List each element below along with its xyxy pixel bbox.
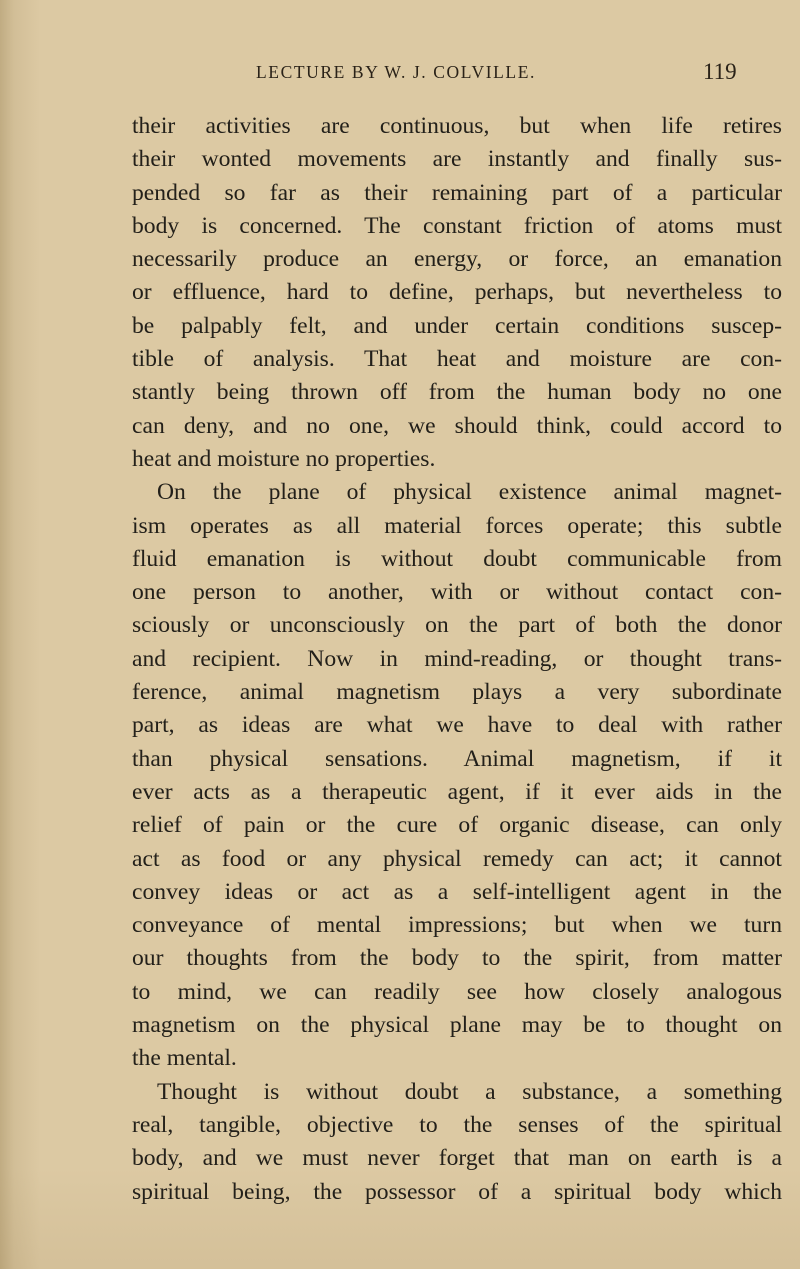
text-line: heat and moisture no properties. — [132, 445, 436, 472]
text-line: act as food or any physical remedy can act; it cannot — [132, 845, 782, 872]
text-line: ever acts as a therapeutic agent, if it ever aids in the — [132, 778, 782, 805]
text-line: relief of pain or the cure of organic disease, can only — [132, 812, 782, 839]
paragraph-1 — [132, 110, 792, 476]
text-line: spiritual being, the possessor of a spiritual body which — [132, 1178, 782, 1205]
text-line: Thought is without doubt a substance, a something — [157, 1078, 782, 1105]
text-line: their activities are continuous, but when life retires — [132, 113, 782, 139]
text-line: sciously or unconsciously on the part of both the donor — [132, 612, 782, 639]
paragraph-3 — [132, 1076, 792, 1209]
text-line: part, as ideas are what we have to deal with rather — [132, 712, 782, 739]
page-number: 119 — [703, 59, 737, 84]
text-line: their wonted movements are instantly and finally sus- — [132, 146, 782, 173]
text-line: our thoughts from the body to the spirit, from matter — [132, 945, 782, 972]
text-line: stantly being thrown off from the human body no one — [132, 379, 782, 406]
text-line: real, tangible, objective to the senses of the spiritual — [132, 1111, 782, 1138]
text-line: one person to another, with or without contact con- — [132, 579, 782, 606]
text-line: On the plane of physical existence animal magnet- — [157, 479, 782, 506]
text-line: ference, animal magnetism plays a very subordinate — [132, 679, 782, 706]
text-line: body, and we must never forget that man on earth is a — [132, 1145, 782, 1172]
running-title: LECTURE BY W. J. COLVILLE. — [256, 62, 536, 82]
text-line: body is concerned. The constant friction of atoms must — [132, 212, 782, 239]
text-line: be palpably felt, and under certain conditions suscep- — [132, 312, 782, 339]
text-line: magnetism on the physical plane may be to thought on — [132, 1012, 782, 1039]
text-line: conveyance of mental impressions; but when we turn — [132, 912, 782, 939]
text-line: can deny, and no one, we should think, could accord to — [132, 412, 782, 439]
text-line: necessarily produce an energy, or force, an emanation — [132, 246, 782, 273]
text-line: the mental. — [132, 1045, 237, 1072]
text-line: or effluence, hard to define, perhaps, but nevertheless to — [132, 279, 782, 306]
text-line: convey ideas or act as a self-intelligent agent in the — [132, 878, 782, 905]
text-line: pended so far as their remaining part of a particular — [132, 179, 782, 206]
body-text — [132, 110, 792, 1209]
text-line: fluid emanation is without doubt communicable from — [132, 545, 782, 572]
text-line: than physical sensations. Animal magnetism, if it — [132, 745, 782, 772]
text-line: ism operates as all material forces operate; this subtle — [132, 512, 782, 539]
paragraph-2 — [132, 476, 792, 1075]
running-head — [0, 60, 800, 88]
text-line: and recipient. Now in mind-reading, or thought trans- — [132, 645, 782, 672]
text-line: tible of analysis. That heat and moisture are con- — [132, 346, 782, 373]
text-line: to mind, we can readily see how closely analogous — [132, 978, 782, 1005]
